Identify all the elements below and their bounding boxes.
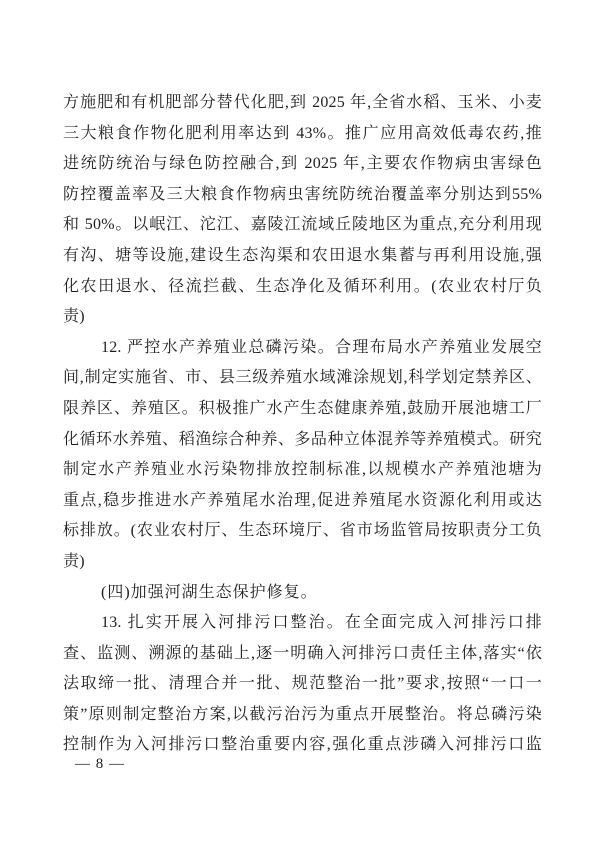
text-line: 限养区、养殖区。积极推广水产生态健康养殖,鼓励开展池塘工厂 [63, 399, 542, 417]
item-13-first-line: 13. 扎实开展入河排污口整治。在全面完成入河排污口排 [101, 614, 542, 632]
text-line: 制定水产养殖业水污染物排放控制标准,以规模水产养殖池塘为 [63, 461, 542, 479]
text-line: 查、监测、溯源的基础上,逐一明确入河排污口责任主体,落实“依 [63, 644, 542, 662]
item-12-first-line: 12. 严控水产养殖业总磷污染。合理布局水产养殖业发展空 [101, 338, 542, 356]
text-line: 三大粮食作物化肥利用率达到 43%。推广应用高效低毒农药,推 [63, 124, 542, 142]
text-line: 化农田退水、径流拦截、生态净化及循环利用。(农业农村厅负 [63, 277, 542, 295]
paragraph-end-line: 责) [63, 552, 85, 570]
text-line: 间,制定实施省、市、县三级养殖水域滩涂规划,科学划定禁养区、 [63, 369, 542, 387]
text-line: 化循环水养殖、稻渔综合种养、多品种立体混养等养殖模式。研究 [63, 430, 542, 448]
text-line: 标排放。(农业农村厅、生态环境厅、省市场监管局按职责分工负 [63, 522, 542, 540]
text-line: 有沟、塘等设施,建设生态沟渠和农田退水集蓄与再利用设施,强 [63, 246, 542, 264]
text-line: 法取缔一批、清理合并一批、规范整治一批”要求,按照“一口一 [63, 675, 542, 693]
page-number: — 8 — [75, 756, 125, 772]
text-line: 和 50%。以岷江、沱江、嘉陵江流域丘陵地区为重点,充分利用现 [63, 216, 542, 234]
text-line: 方施肥和有机肥部分替代化肥,到 2025 年,全省水稻、玉米、小麦 [63, 94, 542, 111]
paragraph-end-line: 责) [63, 308, 85, 326]
section-heading: (四)加强河湖生态保护修复。 [101, 583, 318, 601]
text-line: 重点,稳步推进水产养殖尾水治理,促进养殖尾水资源化利用或达 [63, 491, 542, 509]
text-line: 防控覆盖率及三大粮食作物病虫害统防统治覆盖率分别达到55% [63, 185, 542, 203]
text-line: 控制作为入河排污口整治重要内容,强化重点涉磷入河排污口监 [63, 736, 542, 754]
text-line: 策”原则制定整治方案,以截污治污为重点开展整治。将总磷污染 [63, 705, 542, 723]
text-line: 进统防统治与绿色防控融合,到 2025 年,主要农作物病虫害绿色 [63, 155, 542, 173]
document-body [63, 88, 542, 761]
